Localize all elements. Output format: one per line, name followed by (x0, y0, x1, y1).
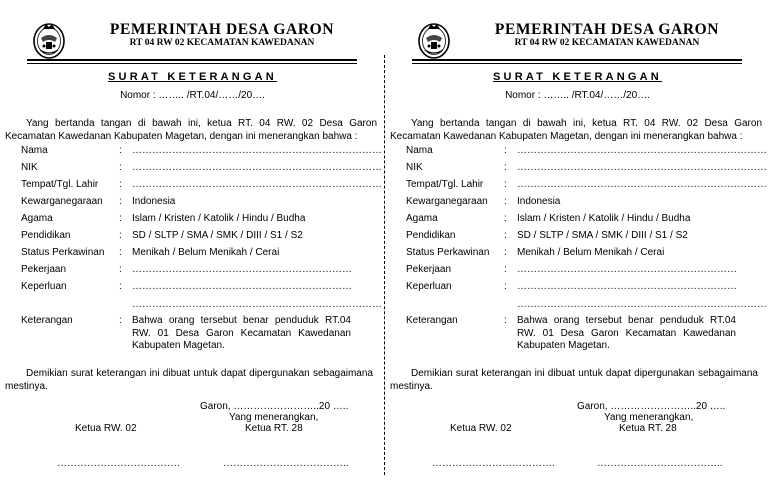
field-value: ………………………………………………………………… (517, 145, 767, 156)
field-value: ………………………………………………………… (132, 264, 352, 275)
header-rule-thin (27, 63, 357, 64)
rw-signature-line: ………………………………. (432, 458, 555, 469)
field-colon: : (119, 179, 122, 190)
field-colon: : (119, 247, 122, 258)
coat-of-arms-icon (416, 20, 452, 60)
field-value: Bahwa orang tersebut benar penduduk RT.04 RW. 01 Desa Garon Kecamatan Kawedanan Kabupaten Magetan. (132, 315, 351, 351)
field-colon: : (119, 145, 122, 156)
acknowledging-text: Yang menerangkan, (229, 412, 319, 423)
field-value: ………………………………………………………………… (132, 145, 382, 156)
document-title: SURAT KETERANGAN (108, 71, 277, 83)
field-value: ………………………………………………………………… (517, 299, 767, 310)
coat-of-arms-icon (31, 20, 67, 60)
field-colon: : (504, 247, 507, 258)
field-colon: : (119, 162, 122, 173)
field-label: Agama (21, 213, 53, 224)
intro-paragraph: Yang bertanda tangan di bawah ini, ketua RT. 04 RW. 02 Desa Garon Kecamatan Kawedanan Kabupaten Magetan, dengan ini menerangkan bahwa : (5, 118, 377, 142)
field-value: Menikah / Belum Menikah / Cerai (132, 247, 280, 258)
field-label: Pendidikan (406, 230, 456, 241)
field-colon: : (504, 264, 507, 275)
field-label: NIK (406, 162, 423, 173)
rw-title: Ketua RW. 02 (450, 423, 512, 434)
field-value: ………………………………………………………………… (132, 162, 382, 173)
field-value: ………………………………………………………… (517, 281, 737, 292)
field-colon: : (504, 213, 507, 224)
header-rule-thick (412, 59, 742, 61)
field-value: Indonesia (132, 196, 176, 207)
field-label: Pendidikan (21, 230, 71, 241)
field-label: Keperluan (21, 281, 67, 292)
field-value: SD / SLTP / SMA / SMK / DIII / S1 / S2 (517, 230, 688, 241)
field-colon: : (504, 145, 507, 156)
field-label: Keperluan (406, 281, 452, 292)
field-label: Tempat/Tgl. Lahir (406, 179, 484, 190)
field-colon: : (119, 315, 122, 326)
intro-paragraph: Yang bertanda tangan di bawah ini, ketua RT. 04 RW. 02 Desa Garon Kecamatan Kawedanan Kabupaten Magetan, dengan ini menerangkan bahwa : (390, 118, 762, 142)
field-value: SD / SLTP / SMA / SMK / DIII / S1 / S2 (132, 230, 303, 241)
letterhead (5, 14, 380, 64)
field-colon: : (119, 281, 122, 292)
letter-copy-left (5, 0, 380, 500)
field-value: ………………………………………………………………… (517, 162, 767, 173)
letterhead-title: PEMERINTAH DESA GARON (494, 21, 720, 38)
field-label: Nama (406, 145, 433, 156)
field-colon: : (119, 196, 122, 207)
rt-title: Ketua RT. 28 (245, 423, 303, 434)
closing-paragraph: Demikian surat keterangan ini dibuat untuk dapat dipergunakan sebagaimana mestinya. (5, 368, 373, 392)
rt-title: Ketua RT. 28 (619, 423, 677, 434)
field-label: Kewarganegaraan (406, 196, 488, 207)
field-label: Pekerjaan (406, 264, 452, 275)
field-value: ………………………………………………………… (132, 281, 352, 292)
field-colon: : (504, 179, 507, 190)
field-colon: : (504, 162, 507, 173)
field-label: Keterangan (406, 315, 458, 326)
field-value: Bahwa orang tersebut benar penduduk RT.04 RW. 01 Desa Garon Kecamatan Kawedanan Kabupaten Magetan. (517, 315, 736, 351)
acknowledging-text: Yang menerangkan, (604, 412, 694, 423)
document-title: SURAT KETERANGAN (493, 71, 662, 83)
field-label: Kewarganegaraan (21, 196, 103, 207)
field-value: ………………………………………………………………… (132, 299, 382, 310)
field-value: Indonesia (517, 196, 561, 207)
field-label: Pekerjaan (21, 264, 67, 275)
letterhead-subtitle: RT 04 RW 02 KECAMATAN KAWEDANAN (129, 38, 315, 48)
field-label: Nama (21, 145, 48, 156)
field-colon: : (119, 230, 122, 241)
field-label: Agama (406, 213, 438, 224)
field-value: Islam / Kristen / Katolik / Hindu / Budha (132, 213, 306, 224)
field-colon: : (504, 281, 507, 292)
field-label: Status Perkawinan (21, 247, 105, 258)
rw-signature-line: ………………………………. (57, 458, 180, 469)
letterhead-subtitle: RT 04 RW 02 KECAMATAN KAWEDANAN (514, 38, 700, 48)
closing-paragraph: Demikian surat keterangan ini dibuat untuk dapat dipergunakan sebagaimana mestinya. (390, 368, 758, 392)
header-rule-thick (27, 59, 357, 61)
field-value: Islam / Kristen / Katolik / Hindu / Budha (517, 213, 691, 224)
field-label: NIK (21, 162, 38, 173)
document-number: Nomor : …….. /RT.04/……/20…. (505, 90, 650, 101)
field-label: Tempat/Tgl. Lahir (21, 179, 99, 190)
field-colon: : (504, 230, 507, 241)
rw-title: Ketua RW. 02 (75, 423, 137, 434)
field-colon: : (504, 196, 507, 207)
document-number: Nomor : …….. /RT.04/……/20…. (120, 90, 265, 101)
field-value: ………………………………………………………………… (517, 179, 767, 190)
field-value: ………………………………………………………………… (132, 179, 382, 190)
field-value: Menikah / Belum Menikah / Cerai (517, 247, 665, 258)
rt-signature-line: ……………………………….. (223, 458, 349, 469)
cut-line (384, 55, 385, 475)
letterhead (390, 14, 765, 64)
letterhead-title: PEMERINTAH DESA GARON (109, 21, 335, 38)
rt-signature-line: ……………………………….. (597, 458, 723, 469)
field-label: Keterangan (21, 315, 73, 326)
field-colon: : (119, 213, 122, 224)
place-date: Garon, ……………………..20 ….. (200, 401, 349, 412)
place-date: Garon, ……………………..20 ….. (577, 401, 726, 412)
field-value: ………………………………………………………… (517, 264, 737, 275)
letter-copy-right (390, 0, 765, 500)
field-colon: : (504, 315, 507, 326)
field-label: Status Perkawinan (406, 247, 490, 258)
field-colon: : (119, 264, 122, 275)
header-rule-thin (412, 63, 742, 64)
